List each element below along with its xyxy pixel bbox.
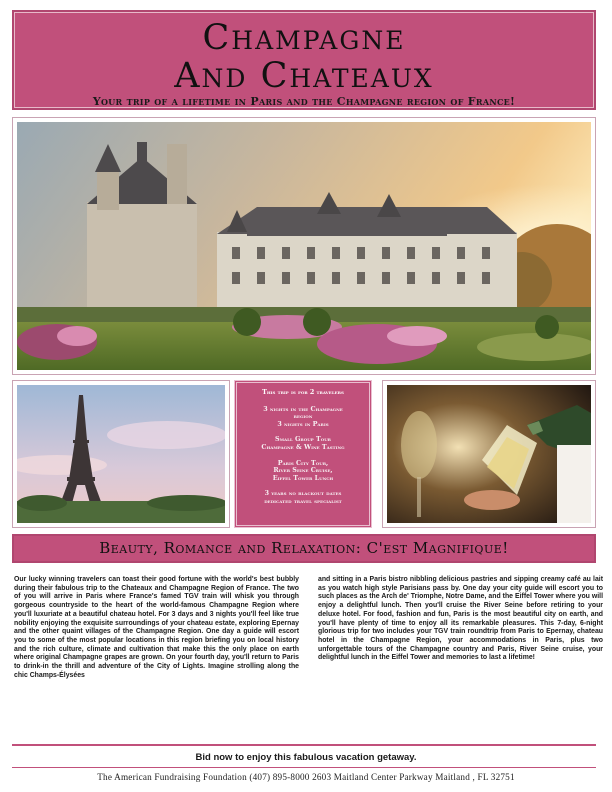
eiffel-photo-frame [12,380,230,528]
header-banner [12,10,596,110]
subtitle: Your trip of a lifetime in Paris and the Champagne region of France! [92,95,516,108]
footer-divider-top [12,744,596,746]
contact-info: The American Fundraising Foundation (407) 895-8000 2603 Maitland Center Parkway Maitland , FL 32751 [97,772,515,782]
trip-details-title: This trip is for 2 travelers [262,388,344,396]
hero-photo-frame [12,117,596,375]
chateau-photo [17,122,591,370]
nights-line-2: region [293,412,313,421]
body-text-left: Our lucky winning travelers can toast their good fortune with the world's best bubbly during their fabulous trip to the Chateaux and Champagne Region of France. The two of you will arrive in Paris where France's famed TGV train will whisk you through gorgeous countryside to the heart of the world-famous Champagne Region where you'll luxuriate at a beautiful chateau hotel. For 3 days and 3 nights you'll feel like true nobility enjoying the exquisite surroundings of your chateau estate, exploring Epernay and the other quaint villages of the Champagne Region. One day a guide will escort you to some of the most popular locations in this region briefing you on local history and the rich culture, climate and cultivation that make this the only place on earth where original Champagne grapes are grown. On your fourth day, you'll return to Paris to drink-in the thrill and adventure of the City of Lights. Imagine strolling along the chic Champs-Élysées [14,576,299,679]
tour-line-2: Champagne & Wine Tasting [261,442,345,451]
champagne-pour-photo [387,385,591,523]
nights-line-1: 3 nights in the Champagne [263,404,343,413]
footer-divider-bottom [12,767,596,768]
title-line-2: And Chateaux [174,56,434,96]
paris-info [243,460,363,483]
eiffel-tower-photo [17,385,225,523]
paris-line-1: Paris City Tour, [277,458,329,467]
nights-info [243,406,363,429]
title-line-1: Champagne [202,18,406,58]
paris-line-3: Eiffel Tower Lunch [272,473,334,482]
tour-info [243,436,363,451]
paris-line-2: River Seine Cruise, [273,466,333,475]
body-text-right: and sitting in a Paris bistro nibbling delicious pastries and sipping creamy café au lait as you watch high style Parisians pass by. One day your city guide will escort you to such places as the Arch de' Triomphe, Notre Dame, and the Eiffel Tower where you will enjoy a delightful lunch. Then you'll cruise the River Seine before retiring to your deluxe hotel. For food, fashion and fun, Paris is the most beautiful city on earth, and you'll have plenty of time to enjoy all its remarkable pleasures. This 7-day, 6-night glorious trip for two includes your TGV train roundtrip from Paris to Epernay, chateau hotel in the Champagne Region, your accommodations in Paris, plus two unforgettable tours of the Champagne country and Paris, River Seine cruise, your delightful lunch in the Eiffel Tower and memories to last a lifetime! [318,576,603,662]
nights-line-3: 3 nights in Paris [277,419,329,428]
champagne-photo-frame [382,380,596,528]
trip-details-box [234,380,372,528]
terms-line-1: 3 years no blackout dates [264,489,342,498]
tour-line-1: Small Group Tour [274,435,332,444]
tagline-banner: Beauty, Romance and Relaxation: C'est Magnifique! [12,534,596,563]
terms-info [243,490,363,505]
terms-line-2: dedicated travel specialist [264,496,342,505]
bid-call-to-action: Bid now to enjoy this fabulous vacation getaway. [195,752,417,763]
